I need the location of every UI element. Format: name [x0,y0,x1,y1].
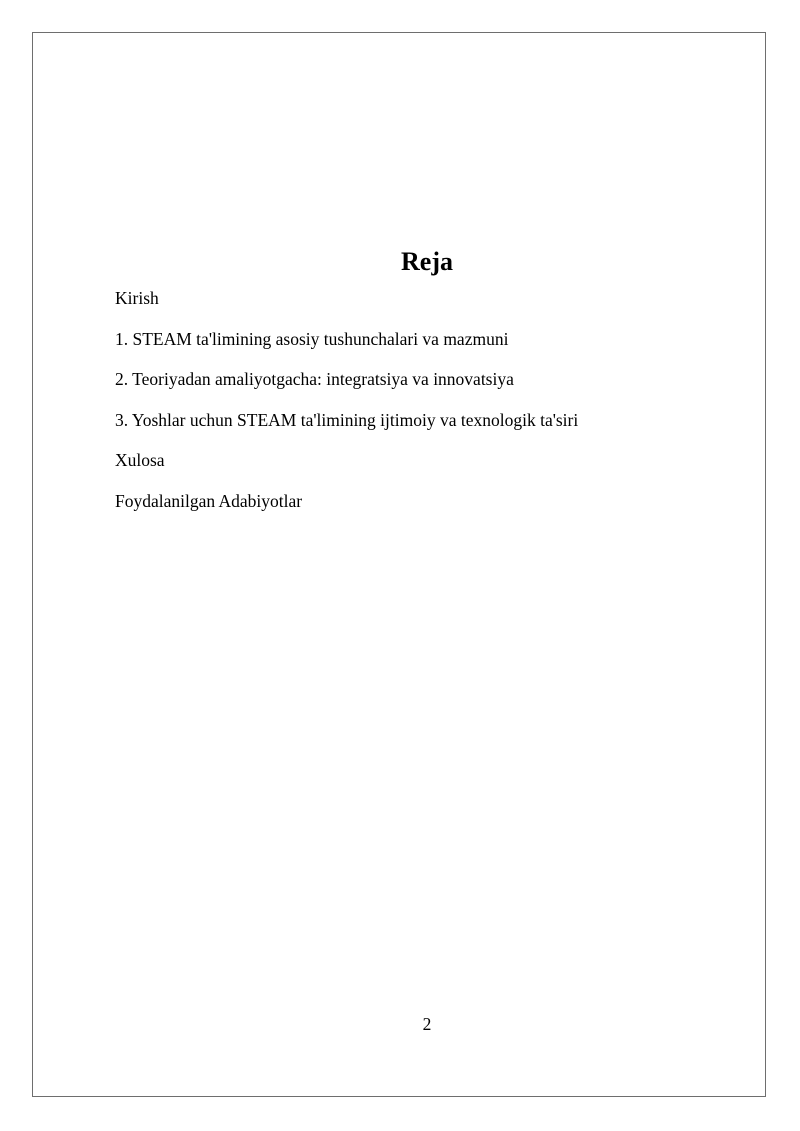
page-title: Reja [401,247,453,276]
table-of-contents [115,290,578,534]
toc-item-section-3: 3. Yoshlar uchun STEAM ta'limining ijtimoiy va texnologik ta'siri [115,409,579,430]
toc-item-references: Foydalanilgan Adabiyotlar [115,490,303,511]
toc-item-section-2: 2. Teoriyadan amaliyotgacha: integratsiya va innovatsiya [115,369,514,390]
toc-item-conclusion: Xulosa [115,450,165,471]
page-number: 2 [422,1014,432,1034]
document-page [32,32,766,1097]
toc-item-introduction: Kirish [115,288,159,308]
toc-item-section-1: 1. STEAM ta'limining asosiy tushunchalari va mazmuni [115,328,509,349]
